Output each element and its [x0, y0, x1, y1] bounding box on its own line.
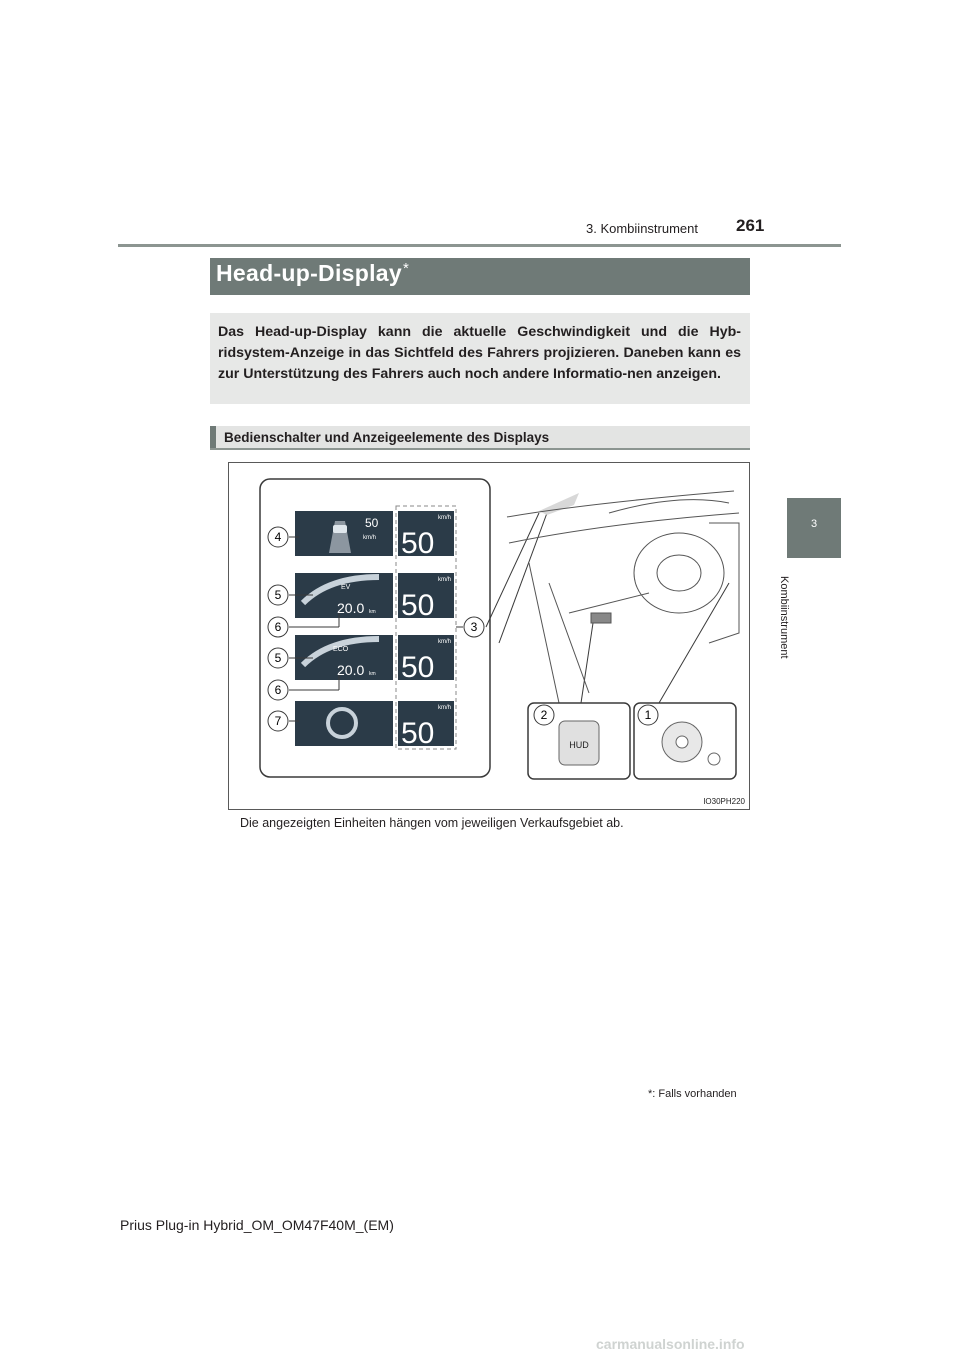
back-button — [708, 753, 720, 765]
callout-1: 1 — [644, 708, 652, 722]
optional-mark: * — [402, 260, 410, 277]
speed-unit: km/h — [438, 515, 452, 521]
footnote — [648, 1088, 737, 1100]
watermark: carmanualsonline.info — [596, 1336, 745, 1352]
callout-3: 3 — [470, 620, 478, 634]
eco-range: 20.0 — [337, 662, 365, 678]
figure — [228, 462, 750, 810]
subheading-bar — [210, 426, 750, 450]
ev-range-unit: km — [369, 609, 376, 615]
callout-6b: 6 — [274, 683, 282, 697]
dashboard-sketch — [507, 491, 739, 703]
eco-range-unit: km — [369, 671, 376, 677]
cruise-speed: 50 — [365, 516, 379, 530]
chapter-tab-number: 3 — [810, 518, 818, 530]
speed-unit: km/h — [438, 577, 452, 583]
eco-label: ECO — [333, 646, 349, 653]
figure-caption: Die angezeigten Einheiten hängen vom jeweiligen Verkaufsgebiet ab. — [240, 816, 624, 830]
header-rule — [118, 244, 841, 247]
subheading-marker — [210, 426, 216, 448]
chapter-tab — [787, 498, 841, 558]
chapter-tab-text: Kombiinstrument — [778, 576, 790, 659]
callout-7: 7 — [274, 714, 282, 728]
car-icon — [333, 525, 347, 533]
callout-5: 5 — [274, 588, 282, 602]
speed-unit: km/h — [438, 705, 452, 711]
footnote-text: : Falls vorhanden — [652, 1088, 737, 1100]
chapter-tab-label — [760, 568, 834, 678]
section-title — [216, 260, 409, 287]
section-title-text: Head-up-Display — [216, 260, 402, 286]
speed-value: 50 — [401, 589, 435, 622]
callout-2: 2 — [540, 708, 548, 722]
callout-5b: 5 — [274, 651, 282, 665]
footnote-mark: * — [648, 1088, 653, 1100]
cruise-unit: km/h — [363, 535, 377, 541]
chapter-title: 3. Kombiinstrument — [586, 221, 698, 236]
speed-unit: km/h — [438, 639, 452, 645]
figure-illustration — [229, 463, 749, 809]
ev-range: 20.0 — [337, 600, 365, 616]
ev-label: EV — [341, 584, 351, 591]
speed-value: 50 — [401, 651, 435, 684]
speed-value: 50 — [401, 717, 435, 750]
callout-4: 4 — [274, 530, 282, 544]
footer-doc-id: Prius Plug-in Hybrid_OM_OM47F40M_(EM) — [120, 1217, 394, 1233]
hud-switch-label: HUD — [569, 740, 589, 750]
figure-code: IO30PH220 — [703, 797, 745, 806]
subheading-text: Bedienschalter und Anzeigeelemente des Displays — [224, 430, 550, 445]
intro-box — [210, 313, 750, 404]
steering-ok-button — [676, 736, 688, 748]
page-number: 261 — [736, 216, 765, 235]
intro-text: Das Head-up-Display kann die aktuelle Geschwindigkeit und die Hyb-ridsystem-Anzeige in das Sichtfeld des Fahrers projizieren. Daneben kann es zur Unterstützung des Fahrers auch noch andere Informatio-nen anzeigen. — [218, 324, 741, 382]
callout-6: 6 — [274, 620, 282, 634]
section-title-bar — [210, 258, 750, 295]
speed-value: 50 — [401, 527, 435, 560]
